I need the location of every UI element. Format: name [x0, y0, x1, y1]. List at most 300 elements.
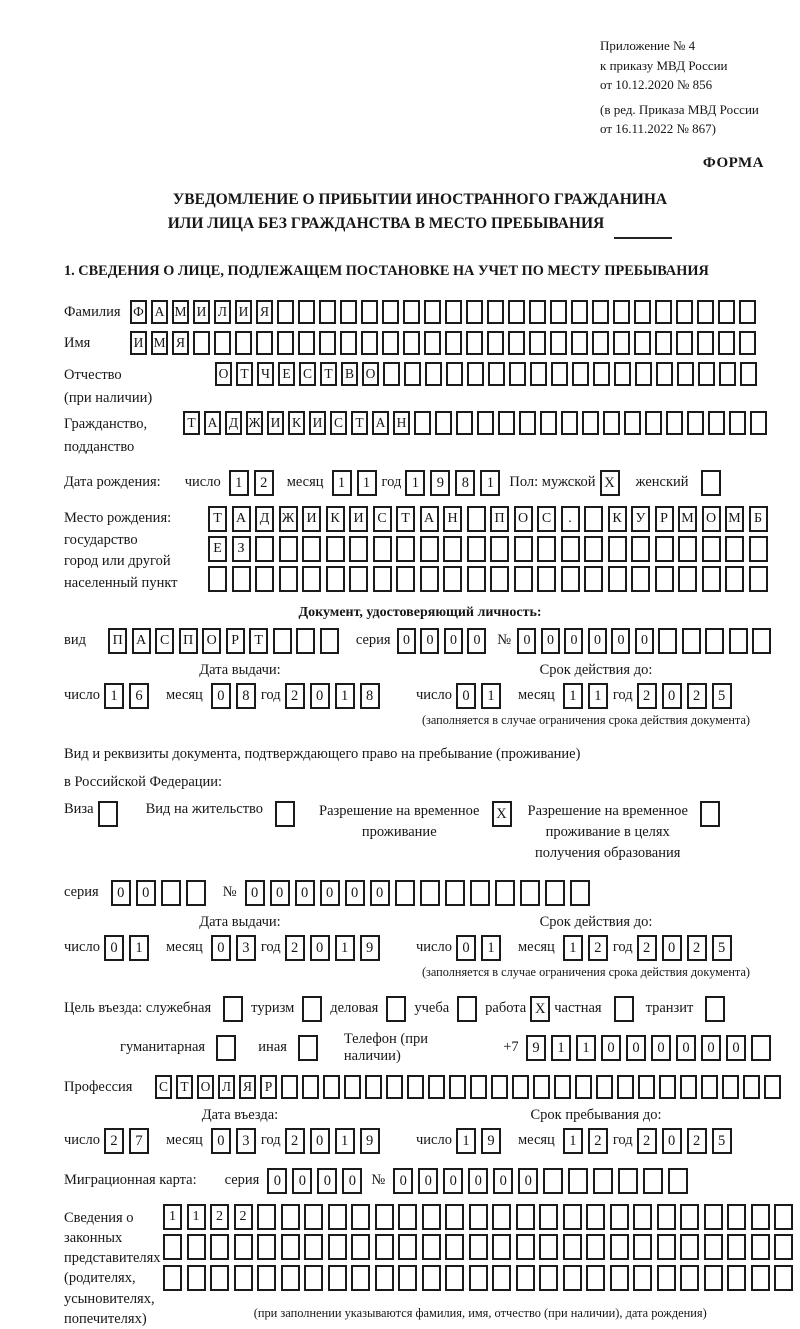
form-cell[interactable]: 1 — [104, 683, 124, 709]
form-cell[interactable]: Т — [183, 411, 200, 435]
form-cell[interactable] — [680, 1265, 699, 1291]
form-cell[interactable] — [512, 1075, 529, 1099]
form-cell[interactable]: 1 — [563, 683, 583, 709]
form-cell[interactable]: 2 — [588, 935, 608, 961]
form-cell[interactable]: 2 — [588, 1128, 608, 1154]
form-cell[interactable]: 0 — [370, 880, 390, 906]
form-cell[interactable]: 0 — [292, 1168, 312, 1194]
form-cell[interactable] — [214, 331, 231, 355]
form-cell[interactable] — [635, 362, 652, 386]
temp-residence-edu-checkbox[interactable] — [700, 801, 720, 827]
form-cell[interactable] — [680, 1234, 699, 1260]
form-cell[interactable] — [273, 628, 292, 654]
form-cell[interactable] — [340, 300, 357, 324]
form-cell[interactable]: Т — [249, 628, 268, 654]
form-cell[interactable] — [365, 1075, 382, 1099]
form-cell[interactable]: 0 — [320, 880, 340, 906]
form-cell[interactable] — [193, 331, 210, 355]
form-cell[interactable]: 0 — [345, 880, 365, 906]
form-cell[interactable]: 0 — [701, 1035, 721, 1061]
form-cell[interactable] — [593, 362, 610, 386]
form-cell[interactable]: М — [678, 506, 697, 532]
form-cell[interactable]: 0 — [310, 683, 330, 709]
form-cell[interactable]: X — [530, 996, 550, 1022]
form-cell[interactable] — [533, 1075, 550, 1099]
form-cell[interactable] — [529, 331, 546, 355]
form-cell[interactable] — [586, 1265, 605, 1291]
form-cell[interactable] — [561, 536, 580, 562]
form-cell[interactable] — [279, 566, 298, 592]
sex-female-checkbox[interactable] — [701, 470, 721, 496]
form-cell[interactable] — [704, 1265, 723, 1291]
form-cell[interactable] — [655, 300, 672, 324]
form-cell[interactable]: 0 — [104, 935, 124, 961]
sex-male-checkbox[interactable] — [600, 470, 620, 496]
form-cell[interactable]: К — [288, 411, 305, 435]
form-cell[interactable] — [361, 300, 378, 324]
form-cell[interactable] — [234, 1234, 253, 1260]
form-cell[interactable] — [398, 1204, 417, 1230]
form-cell[interactable] — [666, 411, 683, 435]
form-cell[interactable]: С — [155, 628, 174, 654]
form-cell[interactable] — [470, 1075, 487, 1099]
form-cell[interactable]: 1 — [357, 470, 377, 496]
form-cell[interactable]: А — [132, 628, 151, 654]
form-cell[interactable]: . — [561, 506, 580, 532]
form-cell[interactable] — [764, 1075, 781, 1099]
form-cell[interactable] — [571, 331, 588, 355]
form-cell[interactable]: 0 — [211, 935, 231, 961]
form-cell[interactable]: 1 — [480, 470, 500, 496]
form-cell[interactable] — [351, 1265, 370, 1291]
form-cell[interactable] — [302, 566, 321, 592]
form-cell[interactable] — [457, 996, 477, 1022]
form-cell[interactable] — [420, 566, 439, 592]
form-cell[interactable] — [543, 1168, 563, 1194]
form-cell[interactable] — [586, 1234, 605, 1260]
form-cell[interactable] — [277, 331, 294, 355]
form-cell[interactable] — [516, 1204, 535, 1230]
form-cell[interactable] — [223, 996, 243, 1022]
form-cell[interactable] — [592, 300, 609, 324]
form-cell[interactable]: Д — [255, 506, 274, 532]
form-cell[interactable]: 0 — [245, 880, 265, 906]
form-cell[interactable] — [396, 566, 415, 592]
form-cell[interactable]: 2 — [637, 683, 657, 709]
form-cell[interactable]: Н — [393, 411, 410, 435]
form-cell[interactable]: 0 — [517, 628, 536, 654]
form-cell[interactable]: Ж — [246, 411, 263, 435]
form-cell[interactable] — [729, 411, 746, 435]
form-cell[interactable] — [163, 1265, 182, 1291]
form-cell[interactable] — [414, 411, 431, 435]
form-cell[interactable]: 1 — [405, 470, 425, 496]
form-cell[interactable]: Е — [278, 362, 295, 386]
form-cell[interactable] — [719, 362, 736, 386]
form-cell[interactable]: 9 — [360, 935, 380, 961]
form-cell[interactable]: 0 — [726, 1035, 746, 1061]
form-cell[interactable]: 0 — [662, 935, 682, 961]
form-cell[interactable]: 0 — [635, 628, 654, 654]
form-cell[interactable] — [551, 362, 568, 386]
form-cell[interactable] — [255, 566, 274, 592]
form-cell[interactable]: И — [349, 506, 368, 532]
form-cell[interactable]: О — [202, 628, 221, 654]
form-cell[interactable] — [631, 566, 650, 592]
form-cell[interactable] — [539, 1204, 558, 1230]
form-cell[interactable]: П — [179, 628, 198, 654]
form-cell[interactable]: 2 — [285, 683, 305, 709]
form-cell[interactable]: 2 — [285, 935, 305, 961]
form-cell[interactable]: 8 — [360, 683, 380, 709]
form-cell[interactable] — [610, 1265, 629, 1291]
form-cell[interactable]: 8 — [236, 683, 256, 709]
form-cell[interactable]: 1 — [129, 935, 149, 961]
form-cell[interactable]: М — [725, 506, 744, 532]
form-cell[interactable] — [610, 1204, 629, 1230]
form-cell[interactable] — [449, 1075, 466, 1099]
form-cell[interactable] — [751, 1035, 771, 1061]
form-cell[interactable]: Т — [236, 362, 253, 386]
form-cell[interactable] — [492, 1234, 511, 1260]
form-cell[interactable] — [425, 362, 442, 386]
form-cell[interactable] — [344, 1075, 361, 1099]
form-cell[interactable] — [638, 1075, 655, 1099]
form-cell[interactable]: 0 — [601, 1035, 621, 1061]
form-cell[interactable] — [613, 331, 630, 355]
form-cell[interactable] — [700, 801, 720, 827]
form-cell[interactable]: 0 — [267, 1168, 287, 1194]
form-cell[interactable] — [687, 411, 704, 435]
form-cell[interactable] — [467, 536, 486, 562]
form-cell[interactable]: 8 — [455, 470, 475, 496]
form-cell[interactable] — [351, 1234, 370, 1260]
purpose-tourism-checkbox[interactable] — [302, 996, 322, 1022]
form-cell[interactable] — [428, 1075, 445, 1099]
form-cell[interactable]: 0 — [211, 1128, 231, 1154]
form-cell[interactable]: 1 — [588, 683, 608, 709]
form-cell[interactable]: Т — [351, 411, 368, 435]
form-cell[interactable] — [404, 362, 421, 386]
form-cell[interactable]: 0 — [662, 683, 682, 709]
form-cell[interactable]: Я — [172, 331, 189, 355]
form-cell[interactable] — [375, 1234, 394, 1260]
form-cell[interactable] — [302, 1075, 319, 1099]
form-cell[interactable] — [655, 536, 674, 562]
form-cell[interactable] — [422, 1204, 441, 1230]
form-cell[interactable] — [701, 470, 721, 496]
form-cell[interactable] — [466, 300, 483, 324]
form-cell[interactable] — [349, 536, 368, 562]
form-cell[interactable] — [232, 566, 251, 592]
form-cell[interactable] — [491, 1075, 508, 1099]
form-cell[interactable] — [395, 880, 415, 906]
form-cell[interactable] — [210, 1234, 229, 1260]
form-cell[interactable] — [584, 566, 603, 592]
form-cell[interactable] — [540, 411, 557, 435]
form-cell[interactable]: Т — [208, 506, 227, 532]
form-cell[interactable]: Р — [655, 506, 674, 532]
form-cell[interactable] — [563, 1234, 582, 1260]
form-cell[interactable] — [373, 566, 392, 592]
form-cell[interactable]: 0 — [456, 935, 476, 961]
form-cell[interactable]: Л — [214, 300, 231, 324]
form-cell[interactable] — [328, 1265, 347, 1291]
form-cell[interactable]: 0 — [295, 880, 315, 906]
form-cell[interactable] — [216, 1035, 236, 1061]
form-cell[interactable]: Р — [226, 628, 245, 654]
form-cell[interactable]: 2 — [210, 1204, 229, 1230]
form-cell[interactable] — [445, 1234, 464, 1260]
form-cell[interactable]: 1 — [563, 935, 583, 961]
form-cell[interactable] — [420, 536, 439, 562]
form-cell[interactable]: О — [215, 362, 232, 386]
form-cell[interactable] — [705, 996, 725, 1022]
form-cell[interactable]: 0 — [468, 1168, 488, 1194]
form-cell[interactable] — [319, 331, 336, 355]
form-cell[interactable] — [682, 628, 701, 654]
form-cell[interactable] — [466, 331, 483, 355]
form-cell[interactable]: Б — [749, 506, 768, 532]
form-cell[interactable] — [469, 1265, 488, 1291]
form-cell[interactable] — [572, 362, 589, 386]
form-cell[interactable]: С — [537, 506, 556, 532]
form-cell[interactable]: 7 — [129, 1128, 149, 1154]
form-cell[interactable] — [328, 1234, 347, 1260]
form-cell[interactable] — [603, 411, 620, 435]
form-cell[interactable]: У — [631, 506, 650, 532]
form-cell[interactable] — [582, 411, 599, 435]
form-cell[interactable] — [554, 1075, 571, 1099]
purpose-private-checkbox[interactable] — [614, 996, 634, 1022]
form-cell[interactable]: X — [492, 801, 512, 827]
form-cell[interactable]: И — [235, 300, 252, 324]
form-cell[interactable] — [530, 362, 547, 386]
form-cell[interactable] — [435, 411, 452, 435]
form-cell[interactable]: А — [204, 411, 221, 435]
form-cell[interactable] — [490, 566, 509, 592]
purpose-humanitarian-checkbox[interactable] — [216, 1035, 236, 1061]
form-cell[interactable] — [545, 880, 565, 906]
form-cell[interactable]: 0 — [444, 628, 463, 654]
form-cell[interactable] — [656, 362, 673, 386]
purpose-other-checkbox[interactable] — [298, 1035, 318, 1061]
form-cell[interactable]: А — [420, 506, 439, 532]
purpose-study-checkbox[interactable] — [457, 996, 477, 1022]
form-cell[interactable] — [704, 1204, 723, 1230]
form-cell[interactable]: Д — [225, 411, 242, 435]
form-cell[interactable] — [614, 996, 634, 1022]
form-cell[interactable] — [634, 300, 651, 324]
form-cell[interactable]: 1 — [576, 1035, 596, 1061]
purpose-work-checkbox[interactable] — [530, 996, 550, 1022]
form-cell[interactable] — [519, 411, 536, 435]
form-cell[interactable]: Т — [176, 1075, 193, 1099]
form-cell[interactable] — [657, 1265, 676, 1291]
form-cell[interactable] — [702, 536, 721, 562]
form-cell[interactable] — [575, 1075, 592, 1099]
form-cell[interactable] — [302, 996, 322, 1022]
form-cell[interactable]: О — [362, 362, 379, 386]
form-cell[interactable] — [508, 300, 525, 324]
form-cell[interactable] — [657, 1234, 676, 1260]
form-cell[interactable] — [161, 880, 181, 906]
form-cell[interactable] — [697, 331, 714, 355]
form-cell[interactable]: С — [373, 506, 392, 532]
form-cell[interactable]: 5 — [712, 935, 732, 961]
form-cell[interactable]: В — [341, 362, 358, 386]
form-cell[interactable] — [678, 536, 697, 562]
form-cell[interactable]: 0 — [111, 880, 131, 906]
form-cell[interactable]: С — [155, 1075, 172, 1099]
form-cell[interactable] — [645, 411, 662, 435]
form-cell[interactable] — [668, 1168, 688, 1194]
form-cell[interactable] — [561, 411, 578, 435]
form-cell[interactable] — [340, 331, 357, 355]
purpose-business-checkbox[interactable] — [386, 996, 406, 1022]
form-cell[interactable] — [277, 300, 294, 324]
form-cell[interactable] — [398, 1265, 417, 1291]
form-cell[interactable] — [407, 1075, 424, 1099]
form-cell[interactable] — [304, 1234, 323, 1260]
form-cell[interactable] — [445, 1265, 464, 1291]
form-cell[interactable] — [610, 1234, 629, 1260]
form-cell[interactable] — [608, 536, 627, 562]
form-cell[interactable]: 1 — [335, 1128, 355, 1154]
form-cell[interactable] — [163, 1234, 182, 1260]
form-cell[interactable] — [446, 362, 463, 386]
form-cell[interactable] — [751, 1234, 770, 1260]
form-cell[interactable] — [743, 1075, 760, 1099]
form-cell[interactable] — [550, 331, 567, 355]
form-cell[interactable]: 0 — [310, 935, 330, 961]
form-cell[interactable] — [477, 411, 494, 435]
form-cell[interactable] — [678, 566, 697, 592]
form-cell[interactable]: С — [330, 411, 347, 435]
form-cell[interactable]: 5 — [712, 1128, 732, 1154]
form-cell[interactable] — [634, 331, 651, 355]
form-cell[interactable] — [698, 362, 715, 386]
form-cell[interactable] — [727, 1204, 746, 1230]
form-cell[interactable]: И — [130, 331, 147, 355]
form-cell[interactable] — [349, 566, 368, 592]
form-cell[interactable] — [718, 300, 735, 324]
form-cell[interactable] — [281, 1204, 300, 1230]
form-cell[interactable]: И — [302, 506, 321, 532]
form-cell[interactable] — [304, 1265, 323, 1291]
form-cell[interactable] — [739, 331, 756, 355]
form-cell[interactable] — [298, 300, 315, 324]
form-cell[interactable] — [469, 1234, 488, 1260]
form-cell[interactable] — [750, 411, 767, 435]
form-cell[interactable]: Ж — [279, 506, 298, 532]
form-cell[interactable]: И — [267, 411, 284, 435]
form-cell[interactable] — [680, 1075, 697, 1099]
form-cell[interactable]: 1 — [163, 1204, 182, 1230]
form-cell[interactable]: 2 — [234, 1204, 253, 1230]
form-cell[interactable] — [256, 331, 273, 355]
form-cell[interactable] — [375, 1265, 394, 1291]
form-cell[interactable] — [618, 1168, 638, 1194]
form-cell[interactable] — [633, 1265, 652, 1291]
form-cell[interactable] — [396, 536, 415, 562]
form-cell[interactable] — [361, 331, 378, 355]
form-cell[interactable] — [328, 1204, 347, 1230]
form-cell[interactable]: 2 — [687, 1128, 707, 1154]
form-cell[interactable]: 0 — [467, 628, 486, 654]
form-cell[interactable]: О — [514, 506, 533, 532]
form-cell[interactable] — [727, 1265, 746, 1291]
form-cell[interactable]: Ф — [130, 300, 147, 324]
form-cell[interactable]: 0 — [443, 1168, 463, 1194]
form-cell[interactable]: 0 — [317, 1168, 337, 1194]
form-cell[interactable] — [487, 331, 504, 355]
form-cell[interactable] — [445, 300, 462, 324]
form-cell[interactable]: 1 — [481, 935, 501, 961]
form-cell[interactable] — [257, 1265, 276, 1291]
form-cell[interactable]: 0 — [211, 683, 231, 709]
form-cell[interactable] — [326, 566, 345, 592]
form-cell[interactable]: 1 — [332, 470, 352, 496]
form-cell[interactable] — [443, 566, 462, 592]
form-cell[interactable]: 0 — [611, 628, 630, 654]
form-cell[interactable] — [320, 628, 339, 654]
form-cell[interactable]: 3 — [236, 935, 256, 961]
form-cell[interactable] — [596, 1075, 613, 1099]
form-cell[interactable] — [704, 1234, 723, 1260]
form-cell[interactable] — [508, 331, 525, 355]
form-cell[interactable] — [467, 566, 486, 592]
form-cell[interactable] — [749, 536, 768, 562]
form-cell[interactable]: 0 — [456, 683, 476, 709]
form-cell[interactable] — [445, 1204, 464, 1230]
form-cell[interactable]: 2 — [104, 1128, 124, 1154]
form-cell[interactable]: X — [600, 470, 620, 496]
form-cell[interactable] — [702, 566, 721, 592]
form-cell[interactable] — [722, 1075, 739, 1099]
form-cell[interactable] — [323, 1075, 340, 1099]
form-cell[interactable] — [208, 566, 227, 592]
form-cell[interactable] — [655, 331, 672, 355]
form-cell[interactable]: 0 — [588, 628, 607, 654]
form-cell[interactable]: 1 — [563, 1128, 583, 1154]
form-cell[interactable] — [319, 300, 336, 324]
form-cell[interactable] — [633, 1204, 652, 1230]
form-cell[interactable] — [469, 1204, 488, 1230]
form-cell[interactable]: 3 — [236, 1128, 256, 1154]
purpose-official-checkbox[interactable] — [223, 996, 243, 1022]
form-cell[interactable] — [593, 1168, 613, 1194]
form-cell[interactable]: Т — [320, 362, 337, 386]
form-cell[interactable] — [467, 506, 486, 532]
form-cell[interactable] — [631, 536, 650, 562]
form-cell[interactable] — [729, 628, 748, 654]
form-cell[interactable] — [234, 1265, 253, 1291]
form-cell[interactable]: 0 — [420, 628, 439, 654]
form-cell[interactable] — [420, 880, 440, 906]
form-cell[interactable] — [718, 331, 735, 355]
form-cell[interactable]: 2 — [285, 1128, 305, 1154]
form-cell[interactable] — [492, 1204, 511, 1230]
form-cell[interactable]: 1 — [456, 1128, 476, 1154]
residence-permit-checkbox[interactable] — [275, 801, 295, 827]
form-cell[interactable]: 0 — [136, 880, 156, 906]
form-cell[interactable] — [774, 1265, 793, 1291]
form-cell[interactable] — [725, 566, 744, 592]
form-cell[interactable]: 2 — [637, 1128, 657, 1154]
form-cell[interactable]: Л — [218, 1075, 235, 1099]
form-cell[interactable]: 0 — [393, 1168, 413, 1194]
